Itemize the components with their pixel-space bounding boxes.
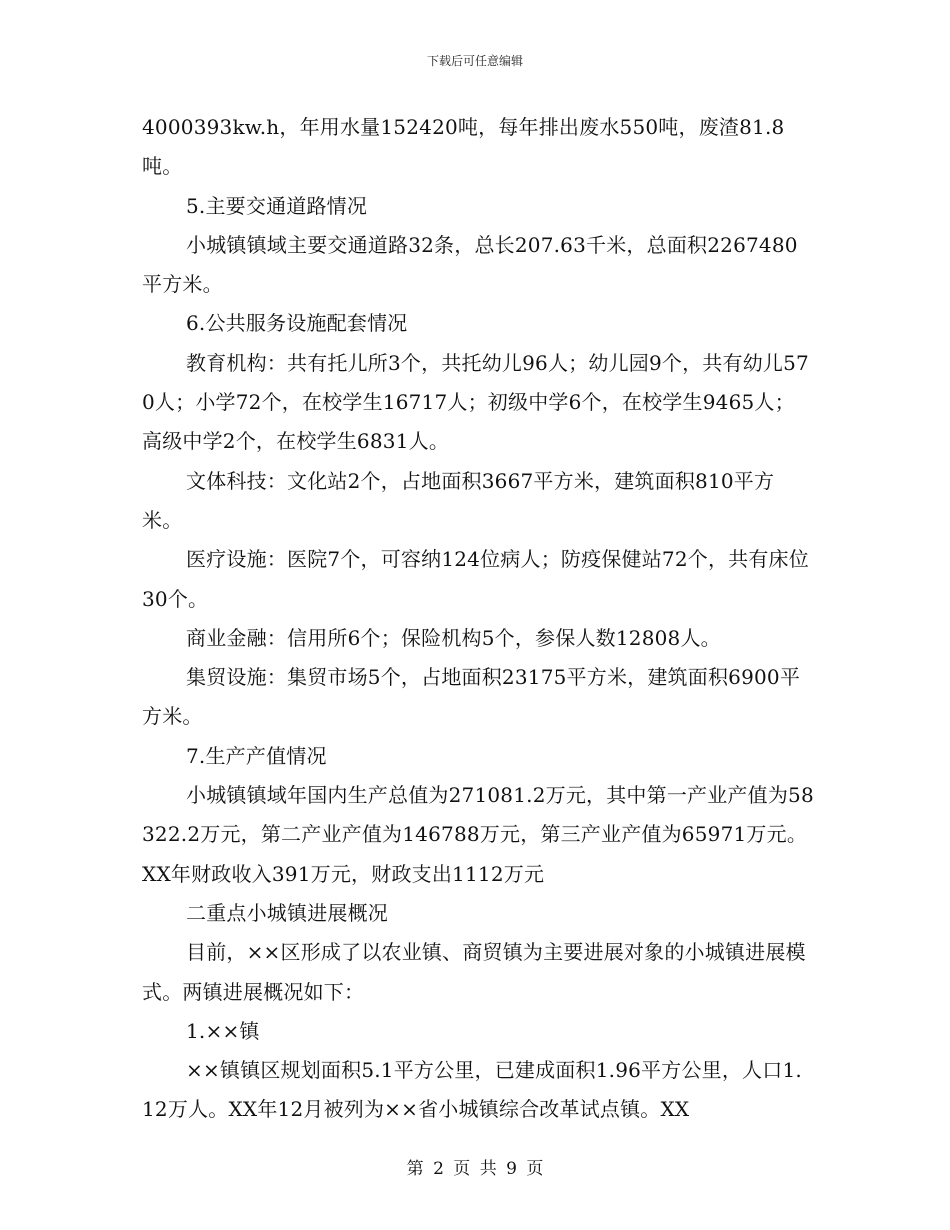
paragraph: 小城镇镇域年国内生产总值为271081.2万元，其中第一产业产值为58322.2万元，第二产业产值为146788万元，第三产业产值为65971万元。XX年财政收入391万元，财政支出1112万元: [142, 783, 814, 886]
section-heading: 5.主要交通道路情况: [186, 193, 368, 218]
section-heading: 二重点小城镇进展概况: [186, 900, 388, 925]
section-heading: 1.××镇: [186, 1018, 260, 1043]
paragraph: 商业金融：信用所6个；保险机构5个，参保人数12808人。: [186, 625, 721, 650]
paragraph: 教育机构：共有托儿所3个，共托幼儿96人；幼儿园9个，共有幼儿570人；小学72个，在校学生16717人；初级中学6个，在校学生9465人；高级中学2个，在校学生6831人。: [142, 350, 809, 454]
section-heading: 7.生产产值情况: [186, 743, 327, 768]
paragraph: 集贸设施：集贸市场5个，占地面积23175平方米，建筑面积6900平方米。: [142, 665, 801, 729]
paragraph: 医疗设施：医院7个，可容纳124位病人；防疫保健站72个，共有床位30个。: [142, 547, 809, 611]
section-heading: 6.公共服务设施配套情况: [186, 311, 408, 336]
page-header: 下载后可任意编辑: [426, 54, 523, 68]
paragraph: 目前，××区形成了以农业镇、商贸镇为主要进展对象的小城镇进展模式。两镇进展概况如下：: [142, 940, 806, 1004]
page-number-footer: 第 2 页 共 9 页: [406, 1159, 544, 1179]
paragraph: 4000393kw.h，年用水量152420吨，每年排出废水550吨，废渣81.8吨。: [142, 115, 785, 179]
paragraph: 小城镇镇域主要交通道路32条，总长207.63千米，总面积2267480平方米。: [142, 232, 798, 297]
paragraph: ××镇镇区规划面积5.1平方公里，已建成面积1.96平方公里，人口1.12万人。XX年12月被列为××省小城镇综合改革试点镇。XX: [142, 1058, 802, 1122]
document-body: [142, 108, 814, 1130]
paragraph: 文体科技：文化站2个，占地面积3667平方米，建筑面积810平方米。: [142, 468, 775, 532]
